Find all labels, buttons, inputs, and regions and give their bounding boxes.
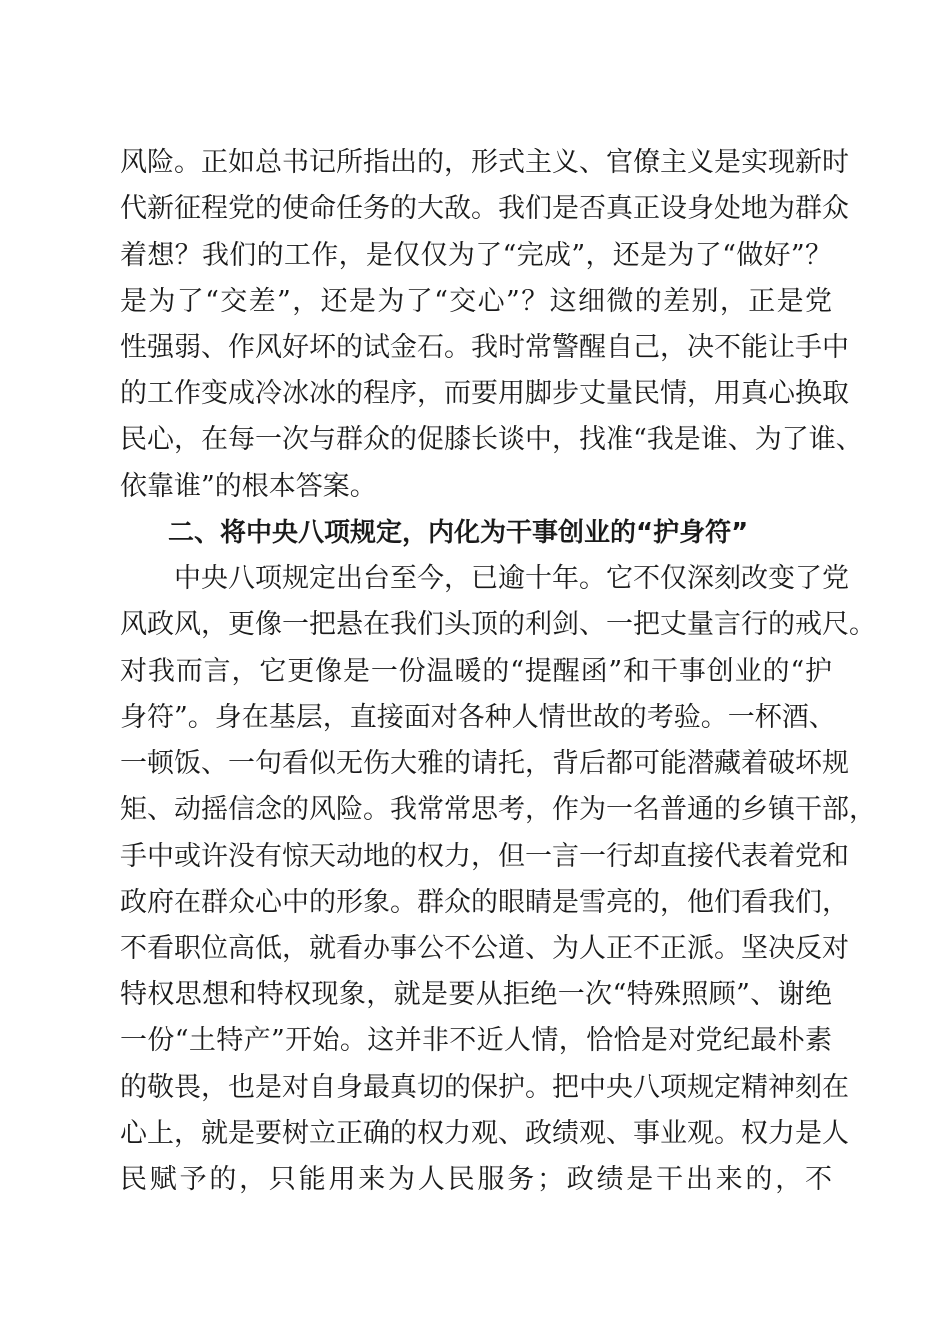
paragraph-line: 心上，就是要树立正确的权力观、政绩观、事业观。权力是人 — [120, 1118, 849, 1149]
paragraph-line: 中央八项规定出台至今，已逾十年。它不仅深刻改变了党 — [120, 563, 849, 594]
paragraph-line: 的工作变成冷冰冰的程序，而要用脚步丈量民情，用真心换取 — [120, 378, 849, 409]
paragraph-line: 特权思想和特权现象，就是要从拒绝一次“特殊照顾”、谢绝 — [120, 979, 832, 1010]
paragraph-line: 代新征程党的使命任务的大敌。我们是否真正设身处地为群众 — [120, 193, 849, 224]
paragraph-line: 民赋予的，只能用来为人民服务；政绩是干出来的，不 — [120, 1164, 832, 1195]
paragraph-line: 手中或许没有惊天动地的权力，但一言一行却直接代表着党和 — [120, 841, 849, 872]
paragraph-line: 身符”。身在基层，直接面对各种人情世故的考验。一杯酒、 — [120, 702, 836, 733]
paragraph-line: 风政风，更像一把悬在我们头顶的利剑、一把丈量言行的戒尺。 — [120, 609, 876, 640]
section-heading: 二、将中央八项规定，内化为干事创业的“护身符” — [168, 518, 749, 548]
paragraph-line: 民心，在每一次与群众的促膝长谈中，找准“我是谁、为了谁、 — [120, 424, 863, 455]
paragraph-line: 一顿饭、一句看似无伤大雅的请托，背后都可能潜藏着破坏规 — [120, 748, 849, 779]
paragraph-line: 政府在群众心中的形象。群众的眼睛是雪亮的，他们看我们， — [120, 887, 849, 918]
paragraph-line: 依靠谁”的根本答案。 — [120, 471, 377, 502]
paragraph-line: 风险。正如总书记所指出的，形式主义、官僚主义是实现新时 — [120, 147, 849, 178]
paragraph-line: 着想？我们的工作，是仅仅为了“完成”，还是为了“做好”？ — [120, 240, 832, 271]
paragraph-line: 一份“土特产”开始。这并非不近人情，恰恰是对党纪最朴素 — [120, 1025, 832, 1056]
paragraph-line: 性强弱、作风好坏的试金石。我时常警醒自己，决不能让手中 — [120, 332, 849, 363]
paragraph-line: 对我而言，它更像是一份温暖的“提醒函”和干事创业的“护 — [120, 656, 832, 687]
paragraph-line: 不看职位高低，就看办事公不公道、为人正不正派。坚决反对 — [120, 933, 849, 964]
paragraph-line: 是为了“交差”，还是为了“交心”？这细微的差别，正是党 — [120, 286, 832, 317]
paragraph-line: 的敬畏，也是对自身最真切的保护。把中央八项规定精神刻在 — [120, 1072, 849, 1103]
paragraph-line: 矩、动摇信念的风险。我常常思考，作为一名普通的乡镇干部， — [120, 794, 876, 825]
